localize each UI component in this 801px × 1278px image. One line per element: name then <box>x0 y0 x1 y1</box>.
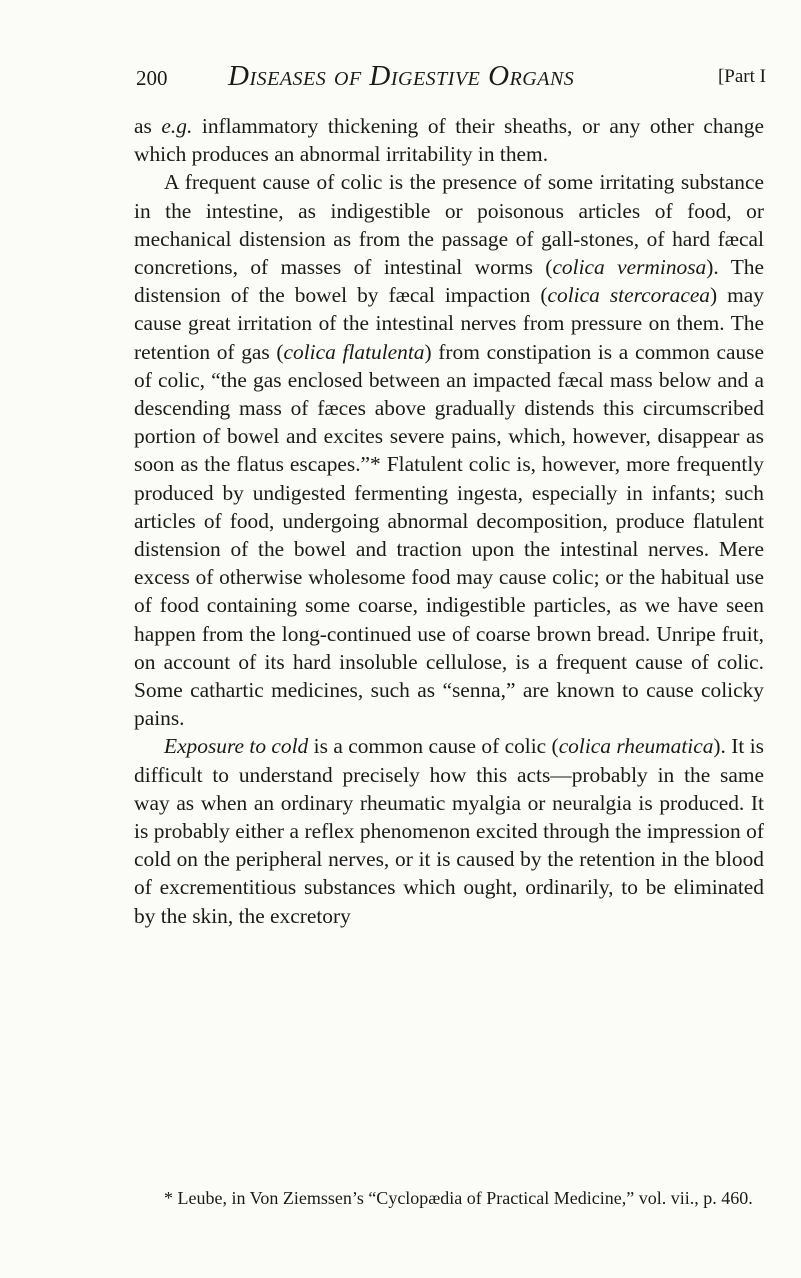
italic-term: colica flatulenta <box>283 339 425 364</box>
paragraph-3 <box>134 732 764 929</box>
text-run: ) may cause great irritation of the intestinal nerves from pressure on them. The retention of gas ( <box>134 283 764 364</box>
page-header <box>136 60 766 96</box>
italic-term: colica rheumatica <box>558 734 714 759</box>
italic-term: colica verminosa <box>552 255 707 280</box>
text-run: ). It is difficult to understand precisely how this acts—probably in the same way as when an ordinary rheumatic myalgia or neuralgia is produced. It is probably either a reflex phenomenon excited through the impression of cold on the peripheral nerves, or it is caused by the retention in the blood of excrementitious substances which ought, ordinarily, to be eliminated by the skin, the excretory <box>134 734 765 928</box>
running-title: Diseases of Digestive Organs <box>228 60 575 92</box>
text-run: ) from constipation is a common cause of colic, “the gas enclosed between an impacted fæcal mass below and a descending mass of fæces above gradually distends this circumscribed portion of bowel and excites severe pains, which, however, disappear as soon as the flatus escapes.”* Flatulent colic is, however, more frequently produced by undigested fermenting ingesta, especially in infants; such articles of food, undergoing abnormal decomposition, produce flatulent distension of the bowel and traction upon the intestinal nerves. Mere excess of otherwise wholesome food may cause colic; or the habitual use of food containing some coarse, indigestible particles, as we have seen happen from the long-continued use of coarse brown bread. Unripe fruit, on account of its hard insoluble cellulose, is a frequent cause of colic. Some cathartic medicines, such as “senna,” are known to cause colicky pains. <box>134 339 764 731</box>
part-label: [Part I <box>717 66 766 87</box>
text-run: ). The distension of the bowel by fæcal impaction ( <box>134 255 764 308</box>
text-run: is a common cause of colic ( <box>308 734 559 759</box>
italic-term: colica stercoracea <box>547 283 711 308</box>
text-run: inflammatory thickening of their sheaths, or any other change which produces an abnormal irritability in them. <box>134 114 764 167</box>
page-number: 200 <box>136 66 168 90</box>
italic-term: e.g. <box>161 114 193 138</box>
paragraph-2 <box>134 168 764 732</box>
text-run: as <box>134 114 162 138</box>
footnote: * Leube, in Von Ziemssen’s “Cyclopædia of Practical Medicine,” vol. vii., p. 460. <box>164 1188 753 1208</box>
paragraph-1 <box>134 112 764 168</box>
body-text <box>134 112 764 930</box>
italic-term: Exposure to cold <box>164 734 309 759</box>
text-run: A frequent cause of colic is the presence of some irritating substance in the intestine, as indigestible or poisonous articles of food, or mechanical distension as from the passage of gall-stones, of hard fæcal concretions, of masses of intestinal worms ( <box>134 170 764 280</box>
